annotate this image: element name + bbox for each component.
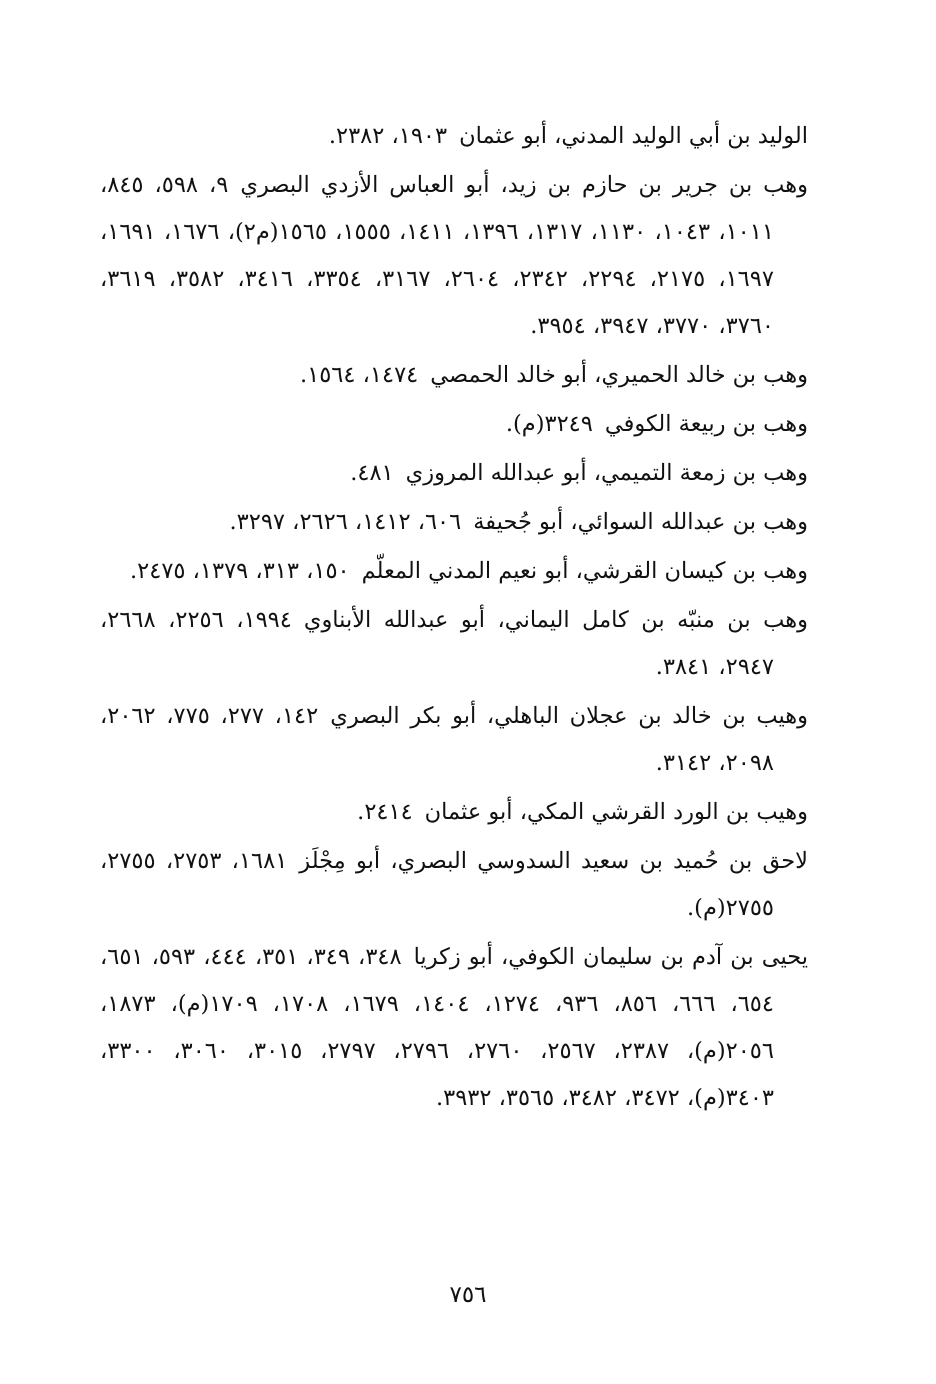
index-entry bbox=[100, 401, 808, 448]
narrator-name: وهب بن زمعة التميمي، أبو عبدالله المروزي bbox=[405, 460, 808, 486]
index-entry bbox=[100, 597, 808, 691]
hadith-refs: ٤٨١. bbox=[350, 460, 394, 486]
narrator-name: وهب بن جرير بن حازم بن زيد، أبو العباس الأزدي البصري bbox=[240, 172, 808, 198]
index-entry bbox=[100, 789, 808, 836]
narrator-name: وهيب بن الورد القرشي المكي، أبو عثمان bbox=[424, 799, 808, 825]
index-entry bbox=[100, 934, 808, 1122]
hadith-refs: ١٩٩٤، ٢٢٥٦، ٢٦٦٨، ٢٩٤٧، ٣٨٤١. bbox=[100, 607, 774, 680]
narrator-name: وهب بن ربيعة الكوفي bbox=[604, 411, 808, 437]
narrator-name: لاحق بن حُميد بن سعيد السدوسي البصري، أبو مِجْلَز bbox=[299, 848, 808, 874]
hadith-refs: ٣٤٨، ٣٤٩، ٣٥١، ٤٤٤، ٥٩٣، ٦٥١، ٦٥٤، ٦٦٦، ٨٥٦، ٩٣٦، ١٢٧٤، ١٤٠٤، ١٦٧٩، ١٧٠٨، ١٧٠٩(م)، ١٨٧٣، ٢٠٥٦(م)، ٢٣٨٧، ٢٥٦٧، ٢٧٦٠، ٢٧٩٦، ٢٧٩٧، ٣٠١٥، ٣٠٦٠، ٣٣٠٠، ٣٤٠٣(م)، ٣٤٧٢، ٣٤٨٢، ٣٥٦٥، ٣٩٣٢. bbox=[100, 944, 774, 1111]
hadith-refs: ١٩٠٣، ٢٣٨٢. bbox=[328, 123, 448, 149]
narrator-name: يحيى بن آدم بن سليمان الكوفي، أبو زكريا bbox=[413, 944, 809, 970]
narrator-name: وهب بن منبّه بن كامل اليماني، أبو عبدالله الأبناوي bbox=[303, 607, 808, 633]
index-entry bbox=[100, 450, 808, 497]
index-entry bbox=[100, 113, 808, 160]
index-page bbox=[100, 113, 808, 1124]
narrator-name: وهب بن عبدالله السوائي، أبو جُحيفة bbox=[473, 509, 808, 535]
hadith-refs: ١٤٧٤، ١٥٦٤. bbox=[299, 362, 419, 388]
narrator-name: الوليد بن أبي الوليد المدني، أبو عثمان bbox=[459, 123, 808, 149]
hadith-refs: ١٥٠، ٣١٣، ١٣٧٩، ٢٤٧٥. bbox=[130, 558, 350, 584]
index-entry bbox=[100, 499, 808, 546]
index-entry bbox=[100, 162, 808, 350]
narrator-name: وهب بن خالد الحميري، أبو خالد الحمصي bbox=[430, 362, 808, 388]
page-number: ٧٥٦ bbox=[449, 1282, 487, 1308]
index-entry bbox=[100, 693, 808, 787]
narrator-name: وهيب بن خالد بن عجلان الباهلي، أبو بكر البصري bbox=[330, 703, 809, 729]
index-entry bbox=[100, 352, 808, 399]
hadith-refs: ٦٠٦، ١٤١٢، ٢٦٢٦، ٣٢٩٧. bbox=[229, 509, 462, 535]
hadith-refs: ٣٢٤٩(م). bbox=[505, 411, 593, 437]
narrator-name: وهب بن كيسان القرشي، أبو نعيم المدني المعلّم bbox=[361, 558, 808, 584]
index-entry bbox=[100, 838, 808, 932]
hadith-refs: ١٦٨١، ٢٧٥٣، ٢٧٥٥، ٢٧٥٥(م). bbox=[100, 848, 774, 921]
index-entry bbox=[100, 548, 808, 595]
hadith-refs: ٩، ٥٩٨، ٨٤٥، ١٠١١، ١٠٤٣، ١١٣٠، ١٣١٧، ١٣٩٦، ١٤١١، ١٥٥٥، ١٥٦٥(م٢)، ١٦٧٦، ١٦٩١، ١٦٩٧، ٢١٧٥، ٢٢٩٤، ٢٣٤٢، ٢٦٠٤، ٣١٦٧، ٣٣٥٤، ٣٤١٦، ٣٥٨٢، ٣٦١٩، ٣٧٦٠، ٣٧٧٠، ٣٩٤٧، ٣٩٥٤. bbox=[100, 172, 774, 339]
hadith-refs: ٢٤١٤. bbox=[357, 799, 413, 825]
hadith-refs: ١٤٢، ٢٧٧، ٧٧٥، ٢٠٦٢، ٢٠٩٨، ٣١٤٢. bbox=[100, 703, 774, 776]
